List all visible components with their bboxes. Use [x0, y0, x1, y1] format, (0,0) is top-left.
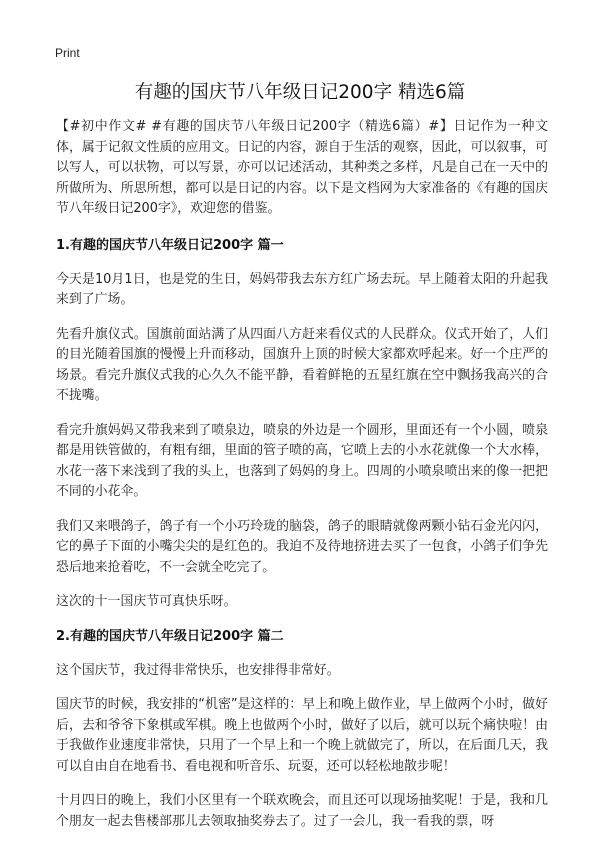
print-label[interactable]: Print [55, 46, 80, 60]
section-heading: 2.有趣的国庆节八年级日记200字 篇二 [56, 628, 284, 644]
paragraph: 看完升旗妈妈又带我来到了喷泉边，喷泉的外边是一个圆形，里面还有一个小圆，喷泉都是用铁管做的，有粗有细，里面的管子喷的高，它喷上去的小水花就像一个大水棒，水花一落下来浅到了我的头上，也落到了妈妈的身上。四周的小喷泉喷出来的像一把把不同的小花伞。 [56, 422, 548, 499]
paragraph: 我们又来喂鸽子，鸽子有一个小巧玲珑的脑袋，鸽子的眼睛就像两颗小钻石金光闪闪，它的鼻子下面的小嘴尖尖的是红色的。我迫不及待地挤进去买了一包食，小鸽子们争先恐后地来抢着吃，不一会就全吃完了。 [56, 518, 548, 575]
document-body [56, 117, 548, 846]
paragraph: 先看升旗仪式。国旗前面站满了从四面八方赶来看仪式的人民群众。仪式开始了，人们的目光随着国旗的慢慢上升而移动，国旗升上顶的时候大家都欢呼起来。好一个庄严的场景。看完升旗仪式我的心久久不能平静，看着鲜艳的五星红旗在空中飘扬我高兴的合不拢嘴。 [56, 326, 548, 403]
paragraph: 这个国庆节，我过得非常快乐，也安排得非常好。 [56, 662, 340, 678]
document-title: 有趣的国庆节八年级日记200字 精选6篇 [134, 82, 466, 103]
paragraph: 这次的十一国庆节可真快乐呀。 [56, 594, 237, 609]
intro-paragraph: 【#初中作文# #有趣的国庆节八年级日记200字（精选6篇）#】日记作为一种文体，属于记叙文性质的应用文。日记的内容，源自于生活的观察，因此，可以叙事，可以写人，可以状物，可以写景，亦可以记述活动，其种类之多样，凡是自己在一天中的所做所为、所思所想，都可以是日记的内容。以下是文档网为大家准备的《有趣的国庆节八年级日记200字》，欢迎您的借鉴。 [56, 119, 548, 216]
paragraph: 十月四日的晚上，我们小区里有一个联欢晚会，而且还可以现场抽奖呢！于是，我和几个朋友一起去售楼部那儿去领取抽奖券去了。过了一会儿，我一看我的票，呀 [56, 793, 548, 829]
section-heading: 1.有趣的国庆节八年级日记200字 篇一 [56, 237, 284, 253]
paragraph: 今天是10月1日，也是党的生日，妈妈带我去东方红广场去玩。早上随着太阳的升起我来到了广场。 [56, 271, 548, 307]
paragraph: 国庆节的时候，我安排的“机密”是这样的：早上和晚上做作业，早上做两个小时，做好后，去和爷爷下象棋或军棋。晚上也做两个小时，做好了以后，就可以玩个痛快啦！由于我做作业速度非常快，只用了一个早上和一个晚上就做完了，所以，在后面几天，我可以自由自在地看书、看电视和听音乐、玩耍，还可以轻松地散步呢！ [56, 697, 548, 774]
